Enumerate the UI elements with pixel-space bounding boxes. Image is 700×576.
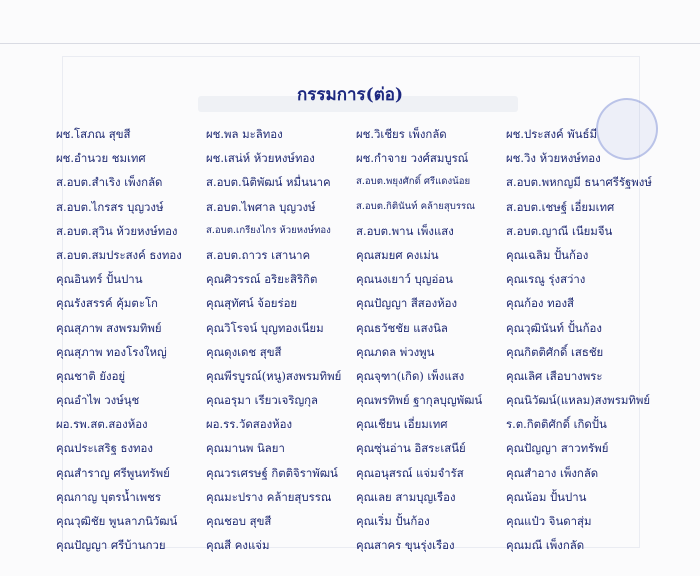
committee-member: ผช.อำนวย ชมเทศ: [56, 151, 146, 166]
committee-member: คุณเฉลิม ปั้นก้อง: [506, 247, 589, 262]
committee-member: คุณรังสรรค์ คุ้มตะโก: [56, 296, 158, 311]
page-title: กรรมการ(ต่อ): [296, 85, 404, 105]
committee-member: คุณภดล พ่วงพูน: [356, 344, 435, 359]
committee-member: คุณชาติ ยังอยู่: [56, 368, 126, 383]
committee-member: คุณพีรบูรณ์(หนู)สงพรมทิพย์: [206, 368, 342, 383]
committee-member: คุณสุภาพ ทองโรงใหญ่: [56, 344, 167, 359]
committee-member: ผช.ประสงค์ พันธ์มี: [506, 127, 598, 141]
committee-member: ส.อบต.พหกญมี ธนาศรีรัฐพงษ์: [506, 175, 652, 190]
committee-member: คุณอนุสรณ์ แจ่มจำรัส: [356, 465, 464, 480]
committee-member: คุณเริ่ม ปั้นก้อง: [356, 514, 430, 528]
committee-member: คุณมะปราง คล้ายสุบรรณ: [206, 489, 332, 504]
committee-member: ผช.กำจาย วงศ์สมบูรณ์: [356, 151, 469, 166]
committee-member: ส.อบต.สำเริง เพ็งกลัด: [56, 175, 163, 190]
committee-member: คุณนิวัฒน์(แหลม)สงพรมทิพย์: [506, 393, 651, 408]
committee-member: คุณธวัชชัย แสงนิล: [356, 320, 448, 335]
committee-member: ผช.วิเชียร เพ็งกลัด: [356, 127, 447, 141]
committee-member: คุณกิตติศักดิ์ เสธชัย: [506, 344, 604, 359]
committee-member: คุณปัญญา สาวทรัพย์: [506, 441, 609, 456]
committee-member: คุณน้อม ปั้นปาน: [506, 489, 587, 504]
committee-member: ร.ต.กิตติศักดิ์ เกิดปั้น: [506, 417, 607, 432]
committee-member: คุณปัญญา สีสองห้อง: [356, 296, 458, 311]
committee-member: คุณมณี เพ็งกลัด: [506, 538, 585, 553]
committee-member: คุณเลย สามบุญเรือง: [356, 489, 456, 504]
committee-member: คุณจุฑา(เกิด) เพ็งแสง: [356, 368, 465, 383]
committee-member: คุณนงเยาว์ บุญอ่อน: [356, 272, 453, 287]
committee-member: ส.อบต.ถาวร เสานาค: [206, 247, 311, 262]
committee-member: คุณอินทร์ ปั้นปาน: [56, 272, 143, 287]
committee-member: คุณประเสริฐ ธงทอง: [56, 441, 153, 456]
committee-member: คุณอำไพ วงษ์นุช: [56, 393, 140, 408]
committee-member: คุณวิโรจน์ บุญทองเนียม: [206, 320, 324, 335]
page-edge-line: [0, 43, 700, 44]
committee-member: คุณแป๋ว จินดาสุ่ม: [506, 514, 592, 528]
committee-member: คุณเชียน เอี่ยมเทศ: [356, 417, 448, 432]
committee-member: คุณชอบ สุขสี: [206, 514, 272, 528]
committee-member: คุณสำราญ ศรีพูนทรัพย์: [56, 465, 170, 480]
committee-member: คุณสุทัศน์ จ้อยร่อย: [206, 296, 298, 311]
committee-member: ผช.วิง ห้วยหงษ์ทอง: [506, 151, 601, 166]
committee-member: ผช.เสน่ห์ ห้วยหงษ์ทอง: [206, 151, 315, 166]
committee-member: ผอ.รร.วัดสองห้อง: [206, 417, 293, 432]
committee-member: คุณดุงเดช สุขสี: [206, 344, 282, 359]
committee-member: คุณซุ่นอ่าน อิสระเสนีย์: [356, 441, 466, 456]
committee-member: ส.อบต.ไพศาล บุญวงษ์: [206, 199, 316, 214]
committee-member: คุณมานพ นิลยา: [206, 441, 285, 456]
committee-member: ส.อบต.พาน เพ็งแสง: [356, 223, 454, 238]
committee-member: คุณอรุมา เรียวเจริญกุล: [206, 393, 319, 408]
committee-member: ส.อบต.เกรียงไกร ห้วยหงษ์ทอง: [206, 224, 331, 236]
committee-member: ผช.พล มะลิทอง: [206, 127, 283, 141]
committee-member: คุณเลิศ เสือบางพระ: [506, 368, 603, 383]
committee-member: คุณก้อง ทองสี: [506, 296, 574, 311]
committee-member: คุณวุฒินันท์ ปั้นก้อง: [506, 320, 602, 335]
committee-member: คุณสำอาง เพ็งกลัด: [506, 465, 599, 480]
committee-member: คุณเรณู รุ่งสว่าง: [506, 272, 586, 287]
committee-member: คุณพรทิพย์ ฐากุลบุญพัฒน์: [356, 393, 483, 408]
committee-member: ส.อบต.สมประสงค์ ธงทอง: [56, 247, 182, 262]
committee-member: ผอ.รพ.สต.สองห้อง: [56, 417, 148, 432]
committee-member: คุณศิวรรณ์ อริยะสิริกิต: [206, 272, 318, 287]
committee-member: ส.อบต.ไกรสร บุญวงษ์: [56, 199, 164, 214]
committee-member: คุณสี คงแจ่ม: [206, 538, 270, 553]
committee-list: [56, 122, 656, 557]
committee-member: ส.อบต.ญาณี เนียมจีน: [506, 223, 613, 238]
committee-member: ส.อบต.เชษฐ์ เอี่ยมเทศ: [506, 199, 615, 214]
committee-member: คุณกาญ บุตรน้ำเพชร: [56, 489, 161, 504]
committee-member: คุณวรเศรษฐ์ กิตติจิราพัฒน์: [206, 465, 338, 480]
committee-member: คุณสุภาพ สงพรมทิพย์: [56, 320, 162, 335]
committee-member: คุณปัญญา ศรีบ้านกวย: [56, 538, 166, 553]
committee-member: ผช.โสภณ สุขสี: [56, 127, 131, 141]
committee-member: คุณวุฒิชัย พูนลาภนิวัฒน์: [56, 514, 178, 528]
committee-member: ส.อบต.สุวิน ห้วยหงษ์ทอง: [56, 223, 178, 238]
committee-member: ส.อบต.นิติพัฒน์ หมื่นนาค: [206, 175, 331, 190]
committee-member: ส.อบต.พยุงศักดิ์ ศรีแดงน้อย: [356, 176, 471, 188]
committee-member: ส.อบต.กิตินันท์ คล้ายสุบรรณ: [356, 200, 476, 212]
committee-member: คุณสมยศ คงเม่น: [356, 247, 439, 262]
committee-member: คุณสาคร ขุนรุ่งเรือง: [356, 538, 455, 553]
